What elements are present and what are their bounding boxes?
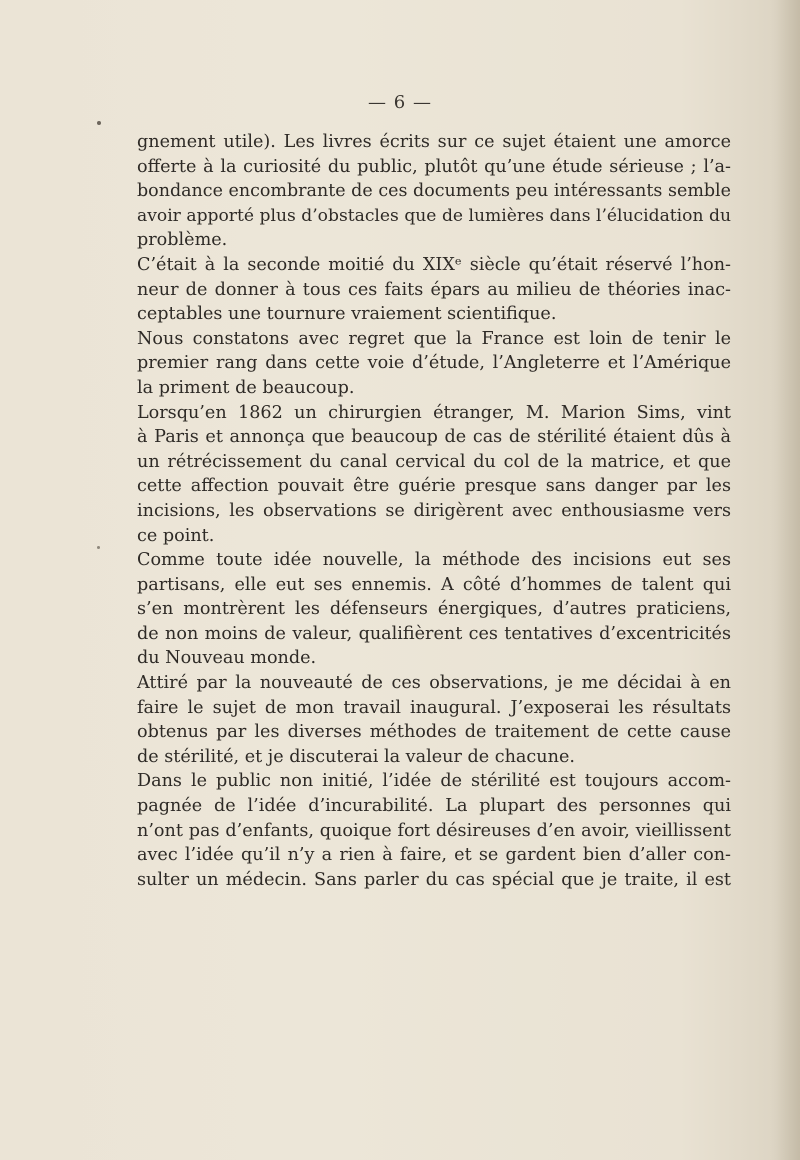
text-line: C’était à la seconde moitié du XIXᵉ siècle qu’était réservé l’hon- xyxy=(137,254,731,275)
text-line: la priment de beaucoup. xyxy=(137,377,355,398)
text-line: avec l’idée qu’il n’y a rien à faire, et se gardent bien d’aller con- xyxy=(137,845,731,866)
text-line: Lorsqu’en 1862 un chirurgien étranger, M. Marion Sims, vint xyxy=(137,402,731,423)
text-line: n’ont pas d’enfants, quoique fort désireuses d’en avoir, vieillissent xyxy=(137,820,731,841)
text-line: cette affection pouvait être guérie presque sans danger par les xyxy=(137,476,731,497)
text-line: Nous constatons avec regret que la France est loin de tenir le xyxy=(137,328,731,349)
text-line: neur de donner à tous ces faits épars au milieu de théories inac- xyxy=(137,279,731,300)
text-line: premier rang dans cette voie d’étude, l’Angleterre et l’Amérique xyxy=(137,353,731,374)
text-line: incisions, les observations se dirigèrent avec enthousiasme vers xyxy=(137,500,731,521)
ink-speck xyxy=(97,546,100,549)
text-line: à Paris et annonça que beaucoup de cas de stérilité étaient dûs à xyxy=(137,427,731,448)
text-line: Dans le public non initié, l’idée de stérilité est toujours accom- xyxy=(137,771,731,792)
text-line: offerte à la curiosité du public, plutôt qu’une étude sérieuse ; l’a- xyxy=(137,156,731,177)
text-line: partisans, elle eut ses ennemis. A côté d’hommes de talent qui xyxy=(137,574,731,595)
text-line: s’en montrèrent les défenseurs énergiques, d’autres praticiens, xyxy=(137,599,731,620)
text-line: ceptables une tournure vraiement scientifique. xyxy=(137,304,557,325)
text-line: Attiré par la nouveauté de ces observations, je me décidai à en xyxy=(137,673,731,694)
text-line: problème. xyxy=(137,230,228,251)
text-line: de non moins de valeur, qualifièrent ces tentatives d’excentricités xyxy=(137,623,731,644)
text-line: ce point. xyxy=(137,525,215,546)
text-line: avoir apporté plus d’obstacles que de lumières dans l’élucidation du xyxy=(137,205,731,226)
text-line: pagnée de l’idée d’incurabilité. La plupart des personnes qui xyxy=(137,796,731,817)
text-line: faire le sujet de mon travail inaugural. J’exposerai les résultats xyxy=(137,697,731,718)
text-line: sulter un médecin. Sans parler du cas spécial que je traite, il est xyxy=(137,869,731,890)
text-line: bondance encombrante de ces documents peu intéressants semble xyxy=(137,181,731,202)
text-line: un rétrécissement du canal cervical du col de la matrice, et que xyxy=(137,451,731,472)
text-line: obtenus par les diverses méthodes de traitement de cette cause xyxy=(137,722,731,743)
body-text xyxy=(137,130,731,892)
page-edge-shadow xyxy=(770,0,800,1160)
text-line: de stérilité, et je discuterai la valeur de chacune. xyxy=(137,746,575,767)
ink-speck xyxy=(97,121,101,125)
text-line: du Nouveau monde. xyxy=(137,648,317,669)
text-line: Comme toute idée nouvelle, la méthode des incisions eut ses xyxy=(137,550,731,571)
page-number: — 6 — xyxy=(368,92,432,113)
text-line: gnement utile). Les livres écrits sur ce sujet étaient une amorce xyxy=(137,132,731,152)
